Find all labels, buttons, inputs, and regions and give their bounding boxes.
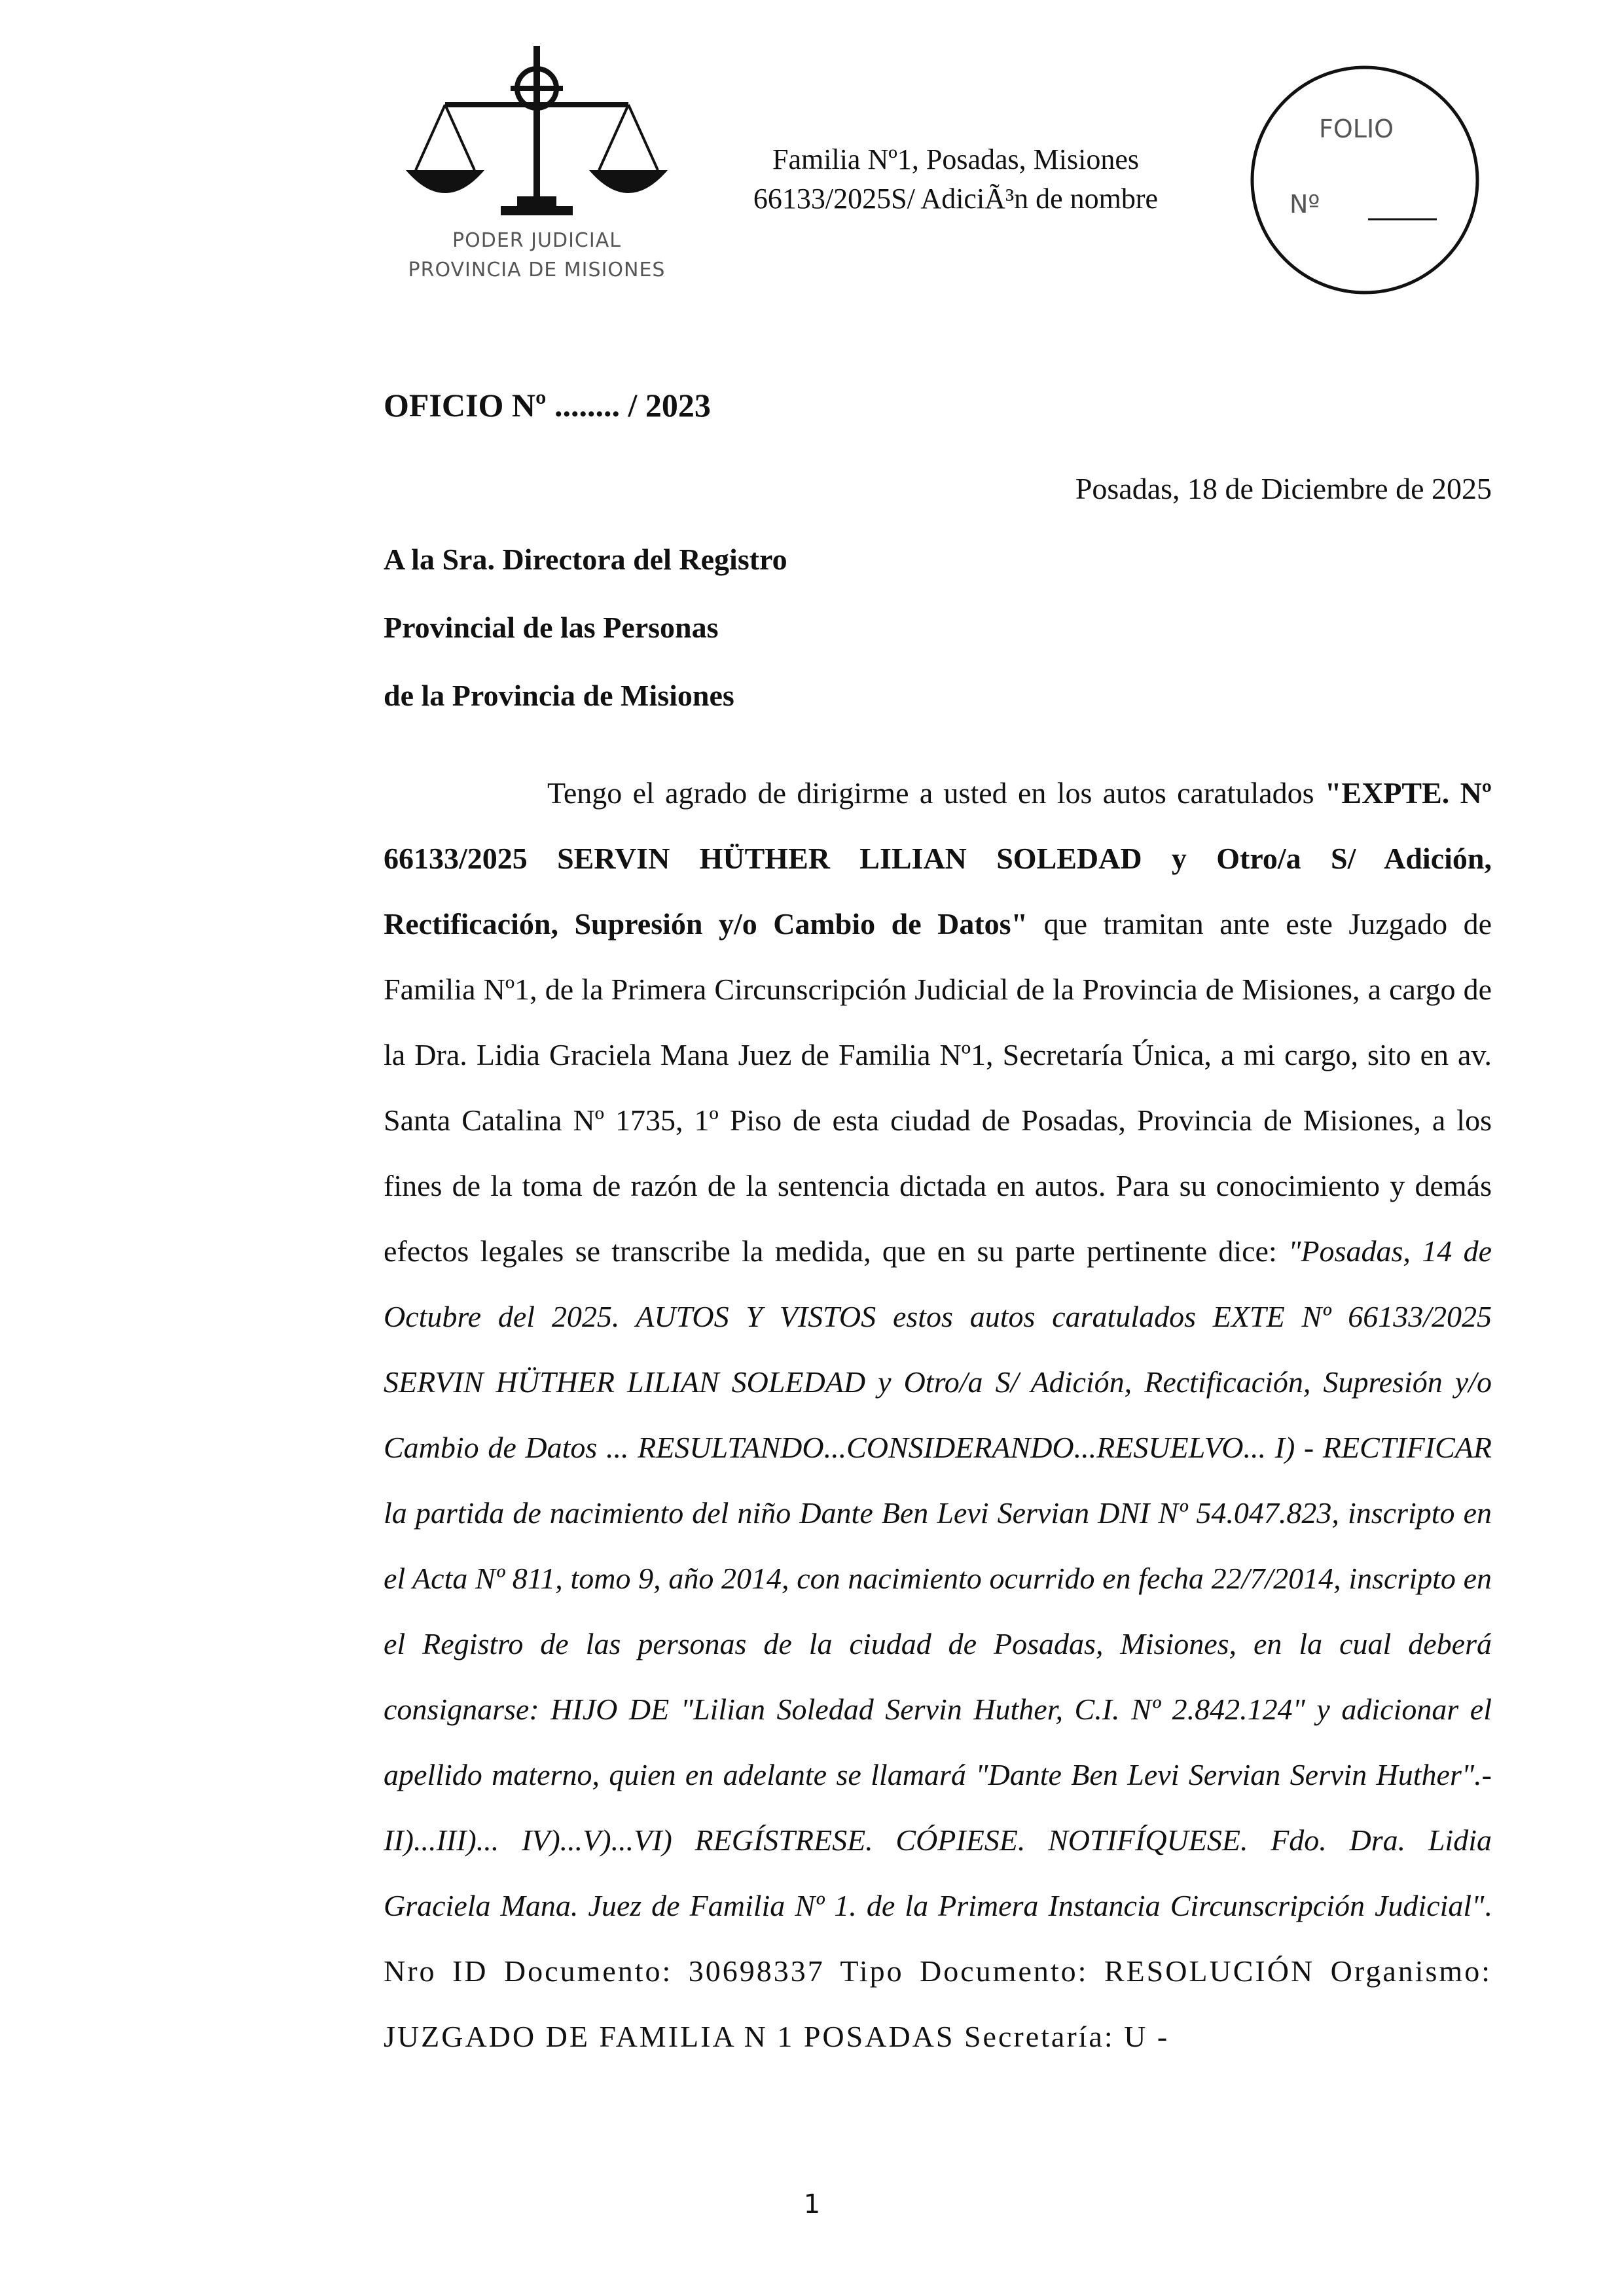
folio-number-label: Nº: [1290, 190, 1320, 219]
header-line-2: 66133/2025S/ AdiciÃ³n de nombre: [753, 183, 1159, 215]
document-date: Posadas, 18 de Diciembre de 2025: [1075, 472, 1492, 505]
oficio-title: OFICIO Nº ........ / 2023: [384, 387, 711, 423]
folio-stamp: [1247, 62, 1483, 298]
logo-line-1: PODER JUDICIAL: [452, 229, 621, 252]
page-number: 1: [803, 2189, 821, 2219]
resolution-quote: "Posadas, 14 de Octubre del 2025. AUTOS Y VISTOS estos autos caratulados EXTE Nº 66133/2025 SERVIN HÜTHER LILIAN SOLEDAD y Otro/a S/ Adición, Rectificación, Supresión y/o Cambio de Datos ... RESULTANDO...CONSIDERANDO...RESUELVO... I) - RECTIFICAR la partida de nacimiento del niño Dante Ben Levi Servian DNI Nº 54.047.823, inscripto en el Acta Nº 811, tomo 9, año 2014, con nacimiento ocurrido en fecha 22/7/2014, inscripto en el Registro de las personas de la ciudad de Posadas, Misiones, en la cual deberá consignarse: HIJO DE "Lilian Soledad Servin Huther, C.I. Nº 2.842.124" y adicionar el apellido materno, quien en adelante se llamará "Dante Ben Levi Servian Servin Huther".-II)...III)... IV)...V)...VI) REGÍSTRESE. CÓPIESE. NOTIFÍQUESE. Fdo. Dra. Lidia Graciela Mana. Juez de Familia Nº 1. de la Primera Instancia Circunscripción Judicial": [384, 1234, 1492, 1922]
header-line-1: Familia Nº1, Posadas, Misiones: [772, 143, 1139, 175]
body-paragraph: [384, 761, 1492, 2070]
court-logo: [393, 39, 681, 295]
body-after-quote: .: [1484, 1889, 1492, 1922]
document-metadata: Nro ID Documento: 30698337 Tipo Documento: RESOLUCIÓN Organismo: JUZGADO DE FAMILIA N 1 POSADAS Secretaría: U -: [384, 1954, 1492, 2053]
folio-circle-icon: [1247, 62, 1483, 298]
body-after-title: que tramitan ante este Juzgado de Familia Nº1, de la Primera Circunscripción Judicial de la Provincia de Misiones, a cargo de la Dra. Lidia Graciela Mana Juez de Familia Nº1, Secretaría Única, a mi cargo, sito en av. Santa Catalina Nº 1735, 1º Piso de esta ciudad de Posadas, Provincia de Misiones, a los fines de la toma de razón de la sentencia dictada en autos. Para su conocimiento y demás efectos legales se transcribe la medida, que en su parte pertinente dice:: [384, 907, 1492, 1268]
case-title: "EXPTE. Nº 66133/2025 SERVIN HÜTHER LILIAN SOLEDAD y Otro/a S/ Adición, Rectificación, Supresión y/o Cambio de Datos": [384, 776, 1492, 941]
document-body: [384, 761, 1492, 2070]
logo-line-2: PROVINCIA DE MISIONES: [408, 259, 666, 281]
addressee-line-3: de la Provincia de Misiones: [384, 679, 734, 712]
addressee-line-1: A la Sra. Directora del Registro: [384, 543, 787, 576]
addressee-line-2: Provincial de las Personas: [384, 611, 719, 644]
folio-label: FOLIO: [1319, 115, 1394, 143]
document-header: [694, 140, 1218, 219]
body-intro: Tengo el agrado de dirigirme a usted en los autos caratulados: [547, 776, 1325, 810]
scales-of-justice-icon: [393, 39, 681, 249]
